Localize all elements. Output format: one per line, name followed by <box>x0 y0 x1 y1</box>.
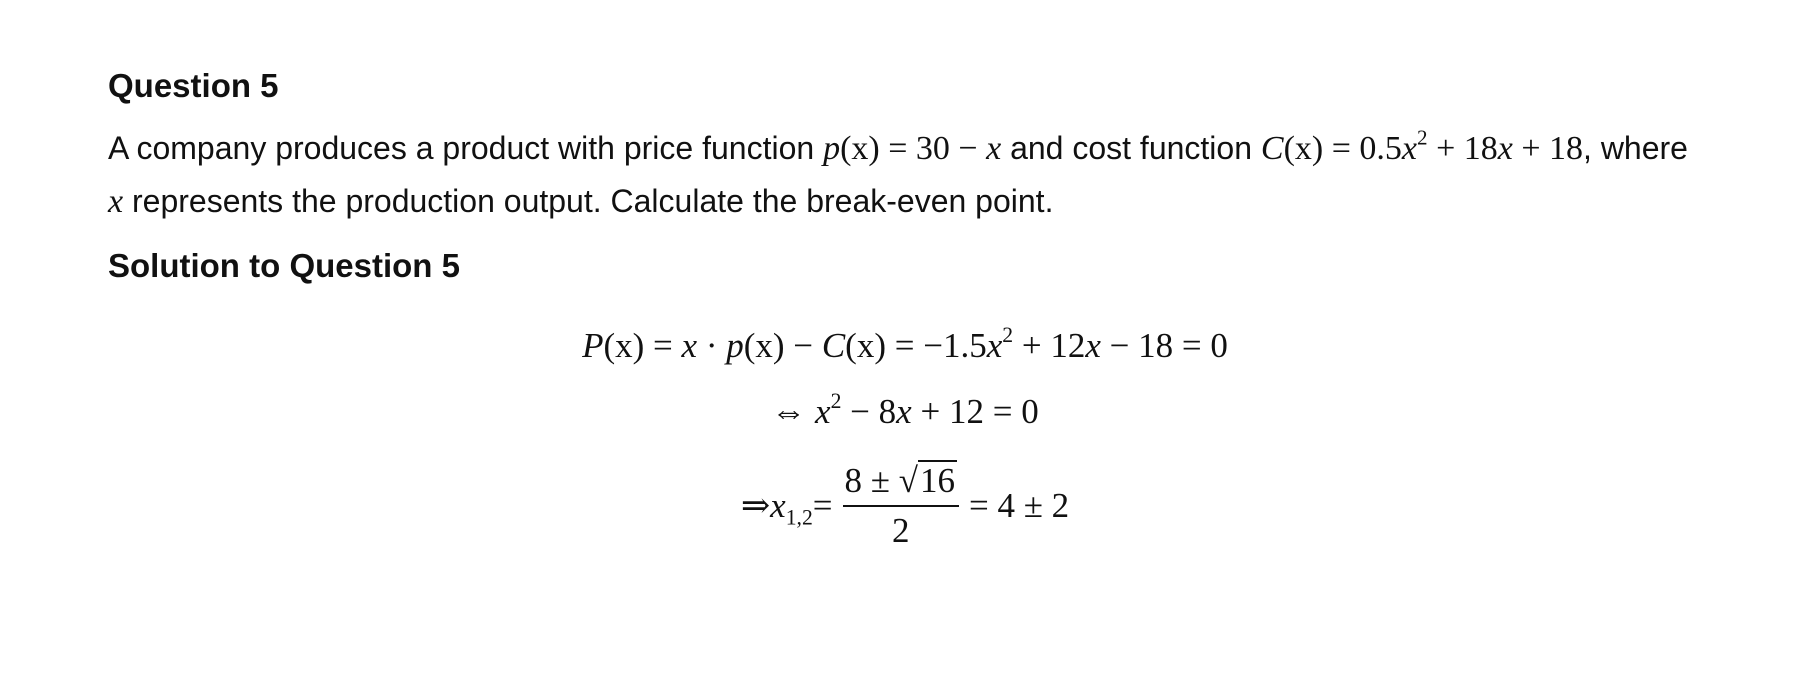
math-expr: = 30 − <box>879 130 987 167</box>
math-subscript: 1,2 <box>785 505 813 530</box>
question-title: Question 5 <box>108 67 279 104</box>
math-var: x <box>1497 130 1513 167</box>
math-var: x <box>681 326 698 365</box>
fraction-denominator: 2 <box>892 511 910 550</box>
math-expr: + 18 <box>1427 130 1498 167</box>
question-text <box>108 122 1708 228</box>
implies-arrow: ⇒ <box>740 485 771 525</box>
roots-lhs <box>770 485 813 530</box>
math-var: x <box>986 326 1003 365</box>
math-expr: − 8 <box>841 392 897 431</box>
math-exponent: 2 <box>1002 322 1014 347</box>
math-expr: (x) = <box>603 326 682 365</box>
fraction-numerator <box>843 460 959 507</box>
math-arg: (x) <box>1283 130 1324 167</box>
solution-title: Solution to Question 5 <box>108 247 460 284</box>
math-var: x <box>108 183 124 220</box>
equivalence-arrow: ⇔ <box>771 392 816 431</box>
math-expr: + 12 <box>1013 326 1086 365</box>
math-var: x <box>1085 326 1101 365</box>
math-expr: (x) − <box>743 326 822 365</box>
math-var: x <box>986 130 1002 167</box>
math-result: = 4 ± 2 <box>968 485 1070 525</box>
sqrt-radicand: 16 <box>919 461 955 500</box>
equation-profit <box>0 322 1810 366</box>
math-expr: − 18 = 0 <box>1100 326 1228 365</box>
math-var: p <box>823 130 841 167</box>
math-expr: = 0.5 <box>1323 130 1402 167</box>
equation-quadratic <box>0 388 1810 432</box>
math-exponent: 2 <box>830 388 842 413</box>
math-exponent: 2 <box>1417 125 1428 150</box>
question-text-part: , where <box>1583 130 1688 166</box>
price-function-math <box>823 130 1001 167</box>
math-var: P <box>582 326 604 365</box>
equation-roots <box>0 460 1810 551</box>
math-var: x <box>896 392 912 431</box>
math-var: x <box>1401 130 1418 167</box>
math-expr: 8 ± <box>844 461 899 500</box>
math-var: x <box>815 392 831 431</box>
math-arg: (x) <box>840 130 880 167</box>
question-text-part: and cost function <box>1001 130 1261 166</box>
math-var: p <box>726 326 744 365</box>
square-root <box>899 460 957 501</box>
question-text-part: A company produces a product with price function <box>108 130 824 166</box>
math-operator: = <box>812 485 833 525</box>
question-text-part: represents the production output. Calculate the break-even point. <box>123 183 1054 219</box>
math-expr: + 12 = 0 <box>911 392 1039 431</box>
document-page <box>108 62 1708 286</box>
math-expr: + 18 <box>1512 130 1584 167</box>
math-expr: (x) = −1.5 <box>845 326 987 365</box>
math-operator: · <box>697 326 727 365</box>
fraction <box>843 460 959 551</box>
math-var: C <box>1260 130 1284 167</box>
sqrt-icon: √ <box>898 461 918 500</box>
cost-function-math <box>1260 125 1584 167</box>
math-var: x <box>770 485 786 525</box>
math-var: C <box>821 326 846 365</box>
